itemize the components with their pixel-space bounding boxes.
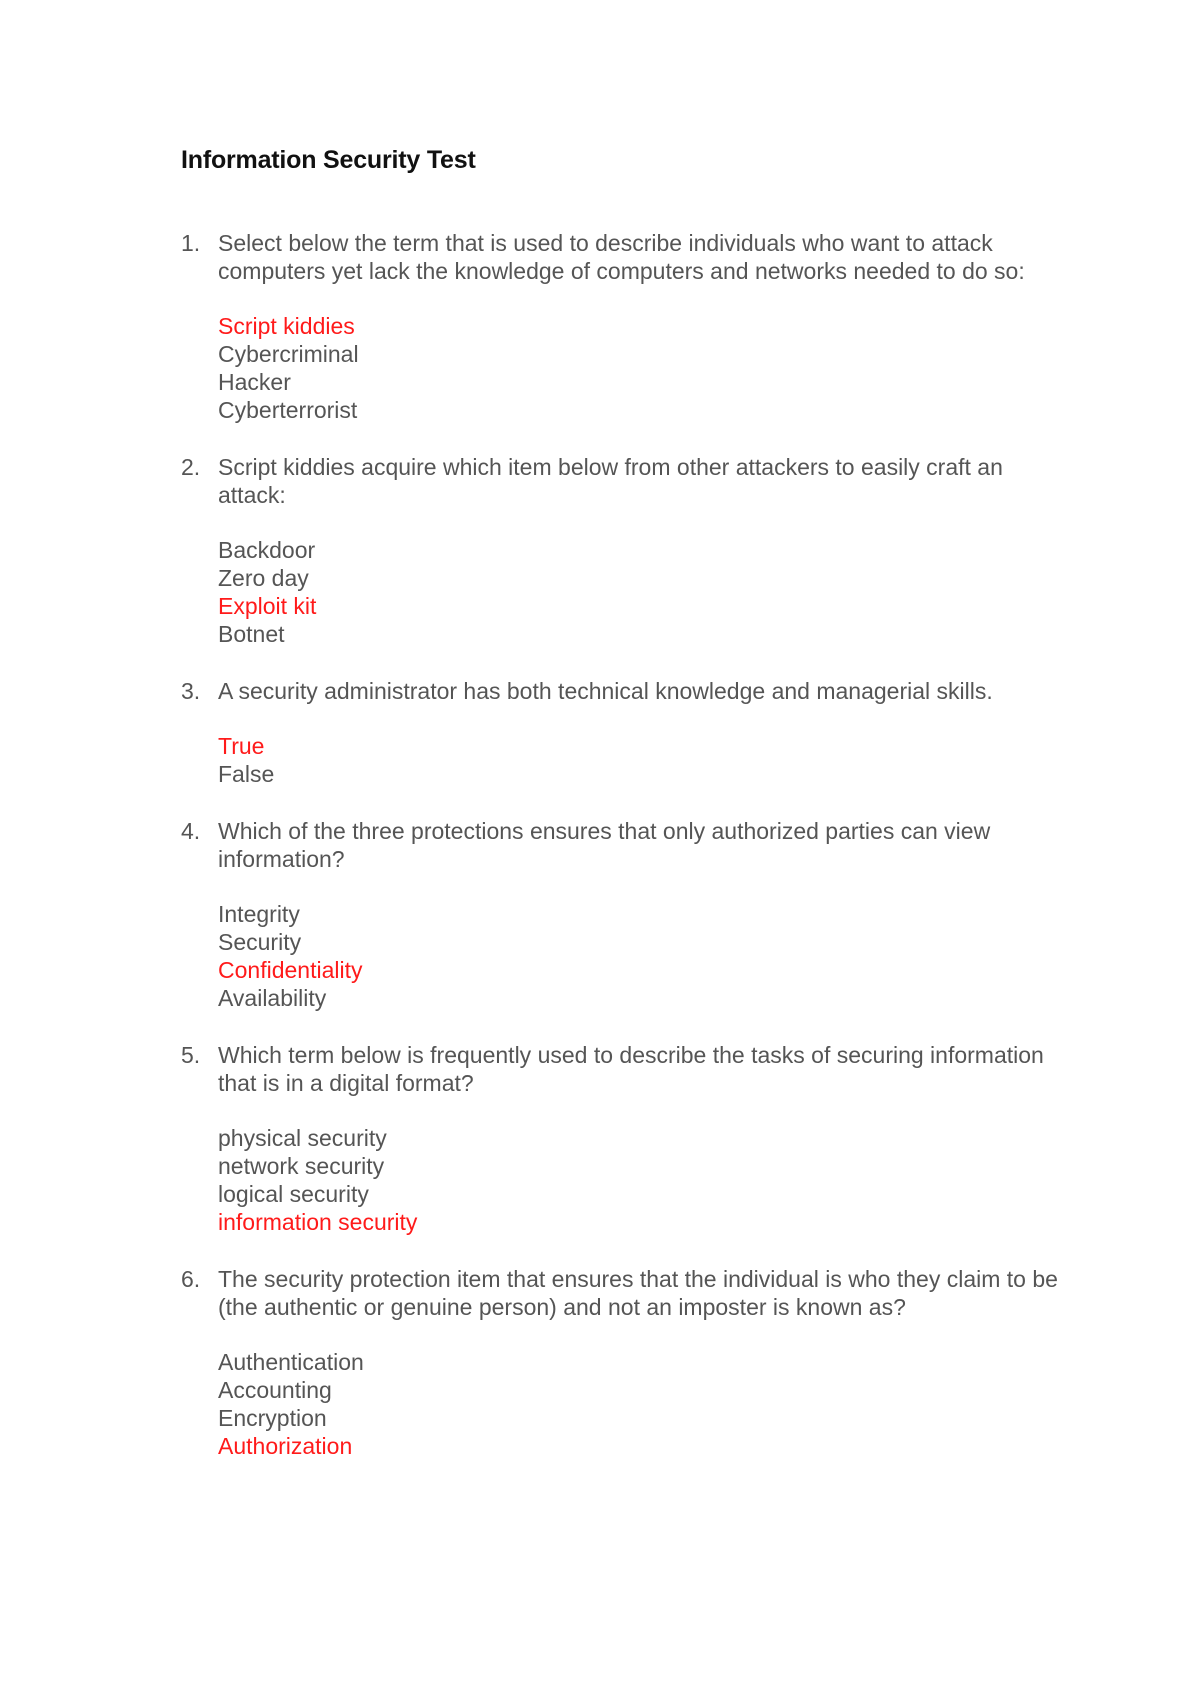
answer-option-correct: True [218, 733, 265, 759]
question-item [181, 1265, 1061, 1460]
answer-option: logical security [218, 1181, 369, 1207]
question-item [181, 817, 1061, 1012]
question-item [181, 1041, 1061, 1236]
answer-option-correct: Confidentiality [218, 957, 363, 983]
document-title: Information Security Test [181, 146, 476, 174]
question-number: 1. [181, 230, 201, 256]
question-text: Which term below is frequently used to describe the tasks of securing information that is in a digital format? [218, 1042, 1044, 1096]
question-text: Script kiddies acquire which item below from other attackers to easily craft an attack: [218, 454, 1003, 508]
answer-options [218, 312, 1061, 424]
question-number: 5. [181, 1042, 201, 1068]
question-item [181, 229, 1061, 424]
answer-options [218, 732, 1061, 788]
question-list [181, 229, 1061, 1489]
question-number: 3. [181, 678, 201, 704]
answer-option: Cybercriminal [218, 341, 359, 367]
answer-option: Authentication [218, 1349, 364, 1375]
answer-option: Encryption [218, 1405, 327, 1431]
question-number: 2. [181, 454, 201, 480]
answer-option: network security [218, 1153, 385, 1179]
answer-option: Security [218, 929, 302, 955]
answer-option: Hacker [218, 369, 291, 395]
answer-option: False [218, 761, 275, 787]
question-text: Which of the three protections ensures that only authorized parties can view information? [218, 818, 991, 872]
answer-option: Botnet [218, 621, 285, 647]
answer-options [218, 1124, 1061, 1236]
answer-options [218, 900, 1061, 1012]
answer-option: Availability [218, 985, 327, 1011]
question-text: A security administrator has both technical knowledge and managerial skills. [218, 678, 993, 704]
question-number: 4. [181, 818, 201, 844]
answer-option: Accounting [218, 1377, 332, 1403]
answer-option-correct: Exploit kit [218, 593, 317, 619]
question-number: 6. [181, 1266, 201, 1292]
answer-options [218, 1348, 1061, 1460]
answer-options [218, 536, 1061, 648]
answer-option: Zero day [218, 565, 309, 591]
answer-option-correct: Script kiddies [218, 313, 355, 339]
answer-option: Backdoor [218, 537, 316, 563]
answer-option: Cyberterrorist [218, 397, 358, 423]
answer-option-correct: information security [218, 1209, 418, 1235]
question-item [181, 453, 1061, 648]
question-item [181, 677, 1061, 788]
question-text: Select below the term that is used to describe individuals who want to attack computers yet lack the knowledge of computers and networks needed to do so: [218, 230, 1025, 284]
question-text: The security protection item that ensures that the individual is who they claim to be (the authentic or genuine person) and not an imposter is known as? [218, 1266, 1058, 1320]
answer-option-correct: Authorization [218, 1433, 353, 1459]
answer-option: Integrity [218, 901, 300, 927]
answer-option: physical security [218, 1125, 387, 1151]
